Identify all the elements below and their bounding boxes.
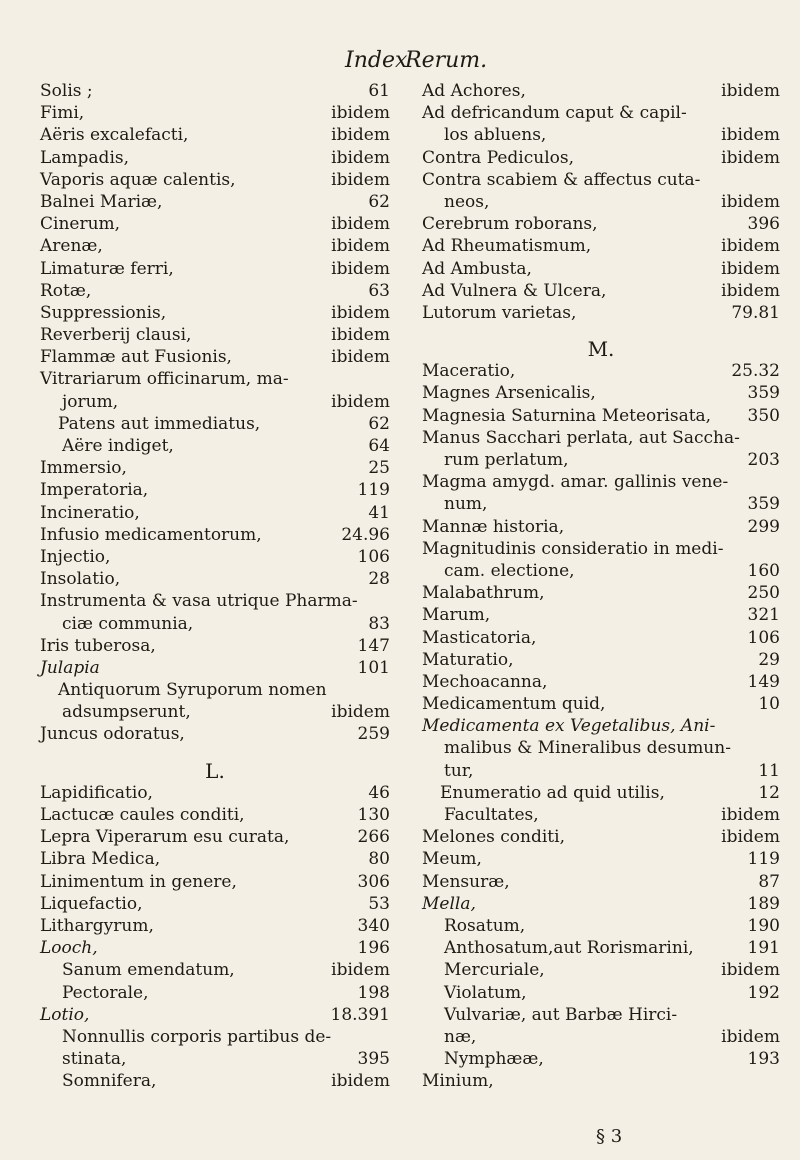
- index-entry: [40, 1070, 390, 1092]
- entry-page-ref: ibidem: [721, 280, 780, 301]
- entry-page-ref: 87: [758, 871, 780, 892]
- index-entry: [40, 302, 390, 324]
- entry-term: rum perlatum,: [444, 450, 569, 470]
- signature-mark: § 3: [596, 1126, 623, 1147]
- entry-term: Incineratio,: [40, 502, 140, 523]
- index-entry: [422, 937, 780, 959]
- index-entry: [422, 982, 780, 1004]
- index-entry: [422, 538, 780, 560]
- entry-term: Lepra Viperarum esu curata,: [40, 827, 290, 848]
- header-rerum: Rerum.: [405, 48, 488, 73]
- entry-page-ref: 306: [357, 871, 390, 892]
- index-entry: [422, 604, 780, 626]
- entry-page-ref: 396: [747, 214, 780, 235]
- entry-term: Insolatio,: [40, 569, 121, 590]
- section-spacer: [422, 324, 780, 338]
- entry-term: Magnitudinis consideratio in medi-: [422, 538, 724, 559]
- index-entry: [40, 782, 390, 804]
- entry-page-ref: ibidem: [331, 147, 390, 168]
- entry-term: Maturatio,: [422, 649, 514, 670]
- entry-term: Reverberij clausi,: [40, 325, 192, 346]
- entry-term: Contra scabiem & affectus cuta-: [422, 169, 701, 190]
- entry-term: Ad Ambusta,: [422, 258, 532, 279]
- entry-term: Lutorum varietas,: [422, 302, 577, 323]
- entry-term: Anthosatum,aut Rorismarini,: [444, 938, 694, 959]
- entry-page-ref: 79.81: [731, 302, 780, 323]
- entry-term: Instrumenta & vasa utrique Pharma-: [40, 591, 358, 612]
- entry-term: Pectorale,: [62, 982, 149, 1003]
- index-entry: [422, 804, 780, 826]
- entry-term: Patens aut immediatus,: [58, 413, 261, 434]
- index-entry: [40, 457, 390, 479]
- entry-page-ref: 61: [368, 81, 390, 101]
- index-entry: [40, 568, 390, 590]
- entry-page-ref: ibidem: [721, 805, 780, 825]
- index-entry: [40, 826, 390, 848]
- entry-term: Lotio,: [40, 1004, 90, 1025]
- entry-page-ref: 62: [368, 413, 390, 434]
- entry-term: Looch,: [40, 938, 98, 959]
- entry-term: los abluens,: [444, 125, 547, 146]
- index-entry: [422, 80, 780, 102]
- entry-page-ref: ibidem: [331, 103, 390, 124]
- entry-page-ref: 64: [368, 436, 390, 456]
- entry-page-ref: ibidem: [331, 702, 390, 723]
- entry-term: Vitrariarum officinarum, ma-: [40, 369, 289, 390]
- index-entry: [422, 871, 780, 893]
- index-entry: [40, 635, 390, 657]
- index-entry: [40, 1004, 390, 1026]
- entry-term: Balnei Mariæ,: [40, 191, 163, 212]
- entry-term: Rotæ,: [40, 280, 92, 301]
- entry-term: Vaporis aquæ calentis,: [40, 169, 236, 190]
- entry-page-ref: ibidem: [721, 191, 780, 212]
- index-entry: [422, 627, 780, 649]
- entry-term: Cerebrum roborans,: [422, 214, 598, 235]
- index-entry: [40, 147, 390, 169]
- index-entry: [422, 280, 780, 302]
- entry-page-ref: 149: [747, 671, 780, 692]
- entry-term: Julapia: [40, 657, 100, 678]
- entry-page-ref: 266: [357, 827, 390, 848]
- entry-page-ref: 191: [747, 938, 780, 959]
- index-entry: [40, 80, 390, 102]
- entry-page-ref: 28: [368, 569, 390, 590]
- index-entry: [422, 471, 780, 493]
- entry-term: Somnifera,: [62, 1071, 157, 1092]
- index-entry: [40, 102, 390, 124]
- index-entry: [40, 235, 390, 257]
- entry-page-ref: 62: [368, 191, 390, 212]
- entry-page-ref: ibidem: [331, 391, 390, 412]
- index-entry: [40, 368, 390, 390]
- entry-page-ref: ibidem: [331, 258, 390, 279]
- entry-page-ref: 259: [357, 724, 390, 745]
- index-entry: [422, 1070, 780, 1092]
- index-entry: [40, 915, 390, 937]
- index-entry: [40, 258, 390, 280]
- entry-term: Imperatoria,: [40, 480, 149, 501]
- entry-term: Immersio,: [40, 458, 127, 479]
- entry-page-ref: 130: [357, 805, 390, 825]
- entry-term: Arenæ,: [40, 236, 103, 257]
- index-entry: [40, 723, 390, 745]
- section-letter: [422, 338, 780, 360]
- entry-term: Magma amygd. amar. gallinis vene-: [422, 472, 729, 493]
- entry-page-ref: 321: [747, 605, 780, 626]
- entry-term: jorum,: [62, 391, 119, 412]
- entry-term: Mechoacanna,: [422, 671, 548, 692]
- entry-term: Manus Sacchari perlata, aut Saccha-: [422, 427, 740, 448]
- entry-term: adsumpserunt,: [62, 702, 191, 723]
- entry-page-ref: ibidem: [721, 236, 780, 257]
- entry-term: Lampadis,: [40, 147, 130, 168]
- entry-term: Lactucæ caules conditi,: [40, 805, 245, 825]
- entry-page-ref: ibidem: [331, 325, 390, 346]
- index-entry: [40, 546, 390, 568]
- entry-term: Mannæ historia,: [422, 516, 565, 537]
- entry-term: Suppressionis,: [40, 302, 167, 323]
- index-entry: [422, 302, 780, 324]
- entry-page-ref: 106: [357, 546, 390, 567]
- entry-term: Enumeratio ad quid utilis,: [440, 782, 665, 803]
- entry-page-ref: 46: [368, 782, 390, 803]
- index-entry: [40, 959, 390, 981]
- index-entry: [422, 449, 780, 471]
- right-index-column: [422, 80, 780, 1092]
- entry-page-ref: ibidem: [331, 169, 390, 190]
- index-entry: [40, 871, 390, 893]
- running-header: [0, 48, 800, 82]
- entry-term: Flammæ aut Fusionis,: [40, 347, 232, 368]
- section-letter: [40, 760, 390, 782]
- left-index-column: [40, 80, 390, 1092]
- entry-term: ciæ communia,: [62, 613, 194, 634]
- index-entry: [40, 169, 390, 191]
- index-entry: [422, 715, 780, 737]
- index-entry: [40, 679, 390, 701]
- entry-page-ref: ibidem: [331, 125, 390, 146]
- index-entry: [422, 191, 780, 213]
- entry-term: num,: [444, 494, 488, 515]
- entry-page-ref: 119: [357, 480, 390, 501]
- entry-term: Nonnullis corporis partibus de-: [62, 1026, 332, 1047]
- index-entry: [422, 915, 780, 937]
- entry-page-ref: 10: [758, 694, 780, 715]
- entry-term: Vulvariæ, aut Barbæ Hirci-: [444, 1004, 678, 1025]
- entry-page-ref: 41: [368, 502, 390, 523]
- entry-page-ref: 350: [747, 405, 780, 426]
- entry-term: malibus & Mineralibus desumun-: [444, 738, 731, 759]
- index-entry: [422, 848, 780, 870]
- entry-term: Ad Rheumatismum,: [422, 236, 592, 257]
- entry-page-ref: 160: [747, 560, 780, 581]
- index-entry: [40, 937, 390, 959]
- index-entry: [422, 258, 780, 280]
- entry-page-ref: ibidem: [331, 347, 390, 368]
- section-letter-text: L.: [205, 758, 225, 783]
- entry-page-ref: 25: [368, 458, 390, 479]
- entry-term: Medicamenta ex Vegetalibus, Ani-: [422, 716, 716, 737]
- entry-term: neos,: [444, 191, 490, 212]
- index-entry: [422, 213, 780, 235]
- index-entry: [422, 102, 780, 124]
- index-entry: [40, 502, 390, 524]
- index-entry: [422, 893, 780, 915]
- index-entry: [40, 324, 390, 346]
- entry-term: Infusio medicamentorum,: [40, 524, 262, 545]
- index-entry: [422, 235, 780, 257]
- header-index: Index: [345, 48, 408, 73]
- index-entry: [40, 848, 390, 870]
- index-entry: [40, 391, 390, 413]
- entry-term: Linimentum in genere,: [40, 871, 237, 892]
- index-entry: [422, 782, 780, 804]
- entry-term: Cinerum,: [40, 214, 121, 235]
- index-entry: [422, 427, 780, 449]
- entry-term: Minium,: [422, 1071, 494, 1092]
- section-letter-text: M.: [587, 337, 615, 362]
- entry-term: Contra Pediculos,: [422, 147, 575, 168]
- index-entry: [40, 124, 390, 146]
- entry-term: Libra Medica,: [40, 849, 161, 870]
- index-entry: [422, 560, 780, 582]
- index-entry: [422, 516, 780, 538]
- entry-term: Injectio,: [40, 546, 111, 567]
- index-entry: [40, 657, 390, 679]
- entry-term: Violatum,: [444, 982, 527, 1003]
- index-entry: [422, 649, 780, 671]
- entry-term: Meum,: [422, 849, 482, 870]
- entry-term: Juncus odoratus,: [40, 724, 185, 745]
- index-entry: [422, 169, 780, 191]
- entry-term: Ad Vulnera & Ulcera,: [422, 280, 607, 301]
- entry-page-ref: ibidem: [721, 258, 780, 279]
- entry-page-ref: 250: [747, 583, 780, 604]
- entry-page-ref: 18.391: [330, 1004, 390, 1025]
- index-entry: [40, 1048, 390, 1070]
- entry-term: Iris tuberosa,: [40, 635, 156, 656]
- entry-page-ref: 203: [747, 450, 780, 470]
- entry-term: Marum,: [422, 605, 491, 626]
- entry-term: Sanum emendatum,: [62, 960, 235, 981]
- index-entry: [422, 760, 780, 782]
- entry-term: Antiquorum Syruporum nomen: [58, 680, 327, 701]
- section-spacer: [40, 746, 390, 760]
- entry-page-ref: 190: [747, 915, 780, 936]
- entry-page-ref: 80: [368, 849, 390, 870]
- index-entry: [422, 147, 780, 169]
- entry-term: Lithargyrum,: [40, 915, 154, 936]
- entry-term: Masticatoria,: [422, 627, 537, 648]
- index-entry: [40, 524, 390, 546]
- entry-term: Lapidificatio,: [40, 782, 153, 803]
- entry-page-ref: 83: [368, 613, 390, 634]
- entry-page-ref: 359: [747, 494, 780, 515]
- index-entry: [422, 671, 780, 693]
- entry-term: stinata,: [62, 1049, 127, 1070]
- index-entry: [422, 382, 780, 404]
- entry-page-ref: 11: [758, 760, 780, 781]
- entry-term: Fimi,: [40, 103, 85, 124]
- entry-page-ref: ibidem: [721, 827, 780, 848]
- index-entry: [422, 693, 780, 715]
- entry-term: Nymphææ,: [444, 1049, 544, 1070]
- entry-term: Maceratio,: [422, 361, 516, 382]
- entry-page-ref: ibidem: [331, 1071, 390, 1092]
- entry-term: Melones conditi,: [422, 827, 565, 848]
- entry-term: Malabathrum,: [422, 583, 545, 604]
- entry-page-ref: 299: [747, 516, 780, 537]
- index-entry: [40, 435, 390, 457]
- entry-page-ref: 198: [357, 982, 390, 1003]
- index-entry: [422, 124, 780, 146]
- entry-term: Liquefactio,: [40, 893, 143, 914]
- entry-term: Mella,: [422, 893, 476, 914]
- index-entry: [40, 893, 390, 915]
- entry-page-ref: 193: [747, 1049, 780, 1070]
- entry-page-ref: 359: [747, 383, 780, 404]
- index-entry: [40, 213, 390, 235]
- entry-term: Facultates,: [444, 805, 539, 825]
- index-entry: [40, 613, 390, 635]
- entry-page-ref: 119: [747, 849, 780, 870]
- index-entry: [422, 1048, 780, 1070]
- entry-term: Rosatum,: [444, 915, 526, 936]
- index-entry: [40, 413, 390, 435]
- entry-page-ref: ibidem: [721, 125, 780, 146]
- entry-term: Aëris excalefacti,: [40, 125, 189, 146]
- index-entry: [40, 804, 390, 826]
- index-entry: [422, 737, 780, 759]
- entry-page-ref: 63: [368, 280, 390, 301]
- entry-page-ref: 196: [357, 938, 390, 959]
- index-entry: [40, 346, 390, 368]
- entry-page-ref: 101: [357, 657, 390, 678]
- index-entry: [422, 493, 780, 515]
- index-entry: [40, 479, 390, 501]
- entry-term: Magnesia Saturnina Meteorisata,: [422, 405, 712, 426]
- entry-term: Ad Achores,: [422, 81, 526, 101]
- entry-term: Mercuriale,: [444, 960, 545, 981]
- index-entry: [422, 1026, 780, 1048]
- entry-term: Solis ;: [40, 81, 93, 101]
- entry-page-ref: 12: [758, 782, 780, 803]
- index-entry: [40, 982, 390, 1004]
- entry-page-ref: 192: [747, 982, 780, 1003]
- entry-page-ref: 189: [747, 893, 780, 914]
- entry-page-ref: 106: [747, 627, 780, 648]
- entry-page-ref: 25.32: [731, 361, 780, 382]
- entry-page-ref: ibidem: [721, 81, 780, 101]
- entry-term: Mensuræ,: [422, 871, 510, 892]
- entry-page-ref: 53: [368, 893, 390, 914]
- index-entry: [40, 191, 390, 213]
- entry-term: tur,: [444, 760, 474, 781]
- index-entry: [422, 1004, 780, 1026]
- index-entry: [40, 590, 390, 612]
- entry-term: cam. electione,: [444, 560, 575, 581]
- entry-term: Limaturæ ferri,: [40, 258, 174, 279]
- entry-page-ref: ibidem: [331, 236, 390, 257]
- entry-page-ref: 147: [357, 635, 390, 656]
- index-entry: [40, 280, 390, 302]
- index-entry: [40, 701, 390, 723]
- entry-term: Magnes Arsenicalis,: [422, 383, 596, 404]
- entry-page-ref: ibidem: [721, 147, 780, 168]
- entry-page-ref: ibidem: [331, 214, 390, 235]
- entry-page-ref: 340: [357, 915, 390, 936]
- entry-page-ref: 29: [758, 649, 780, 670]
- entry-term: Medicamentum quid,: [422, 694, 606, 715]
- entry-term: næ,: [444, 1026, 477, 1047]
- index-entry: [422, 959, 780, 981]
- index-entry: [422, 582, 780, 604]
- entry-page-ref: ibidem: [721, 1026, 780, 1047]
- entry-page-ref: 395: [357, 1049, 390, 1070]
- index-entry: [422, 360, 780, 382]
- entry-page-ref: ibidem: [331, 302, 390, 323]
- entry-page-ref: ibidem: [331, 960, 390, 981]
- index-entry: [422, 826, 780, 848]
- entry-term: Aëre indiget,: [62, 436, 174, 456]
- index-entry: [422, 405, 780, 427]
- entry-page-ref: ibidem: [721, 960, 780, 981]
- entry-page-ref: 24.96: [341, 524, 390, 545]
- entry-term: Ad defricandum caput & capil-: [422, 103, 687, 124]
- index-entry: [40, 1026, 390, 1048]
